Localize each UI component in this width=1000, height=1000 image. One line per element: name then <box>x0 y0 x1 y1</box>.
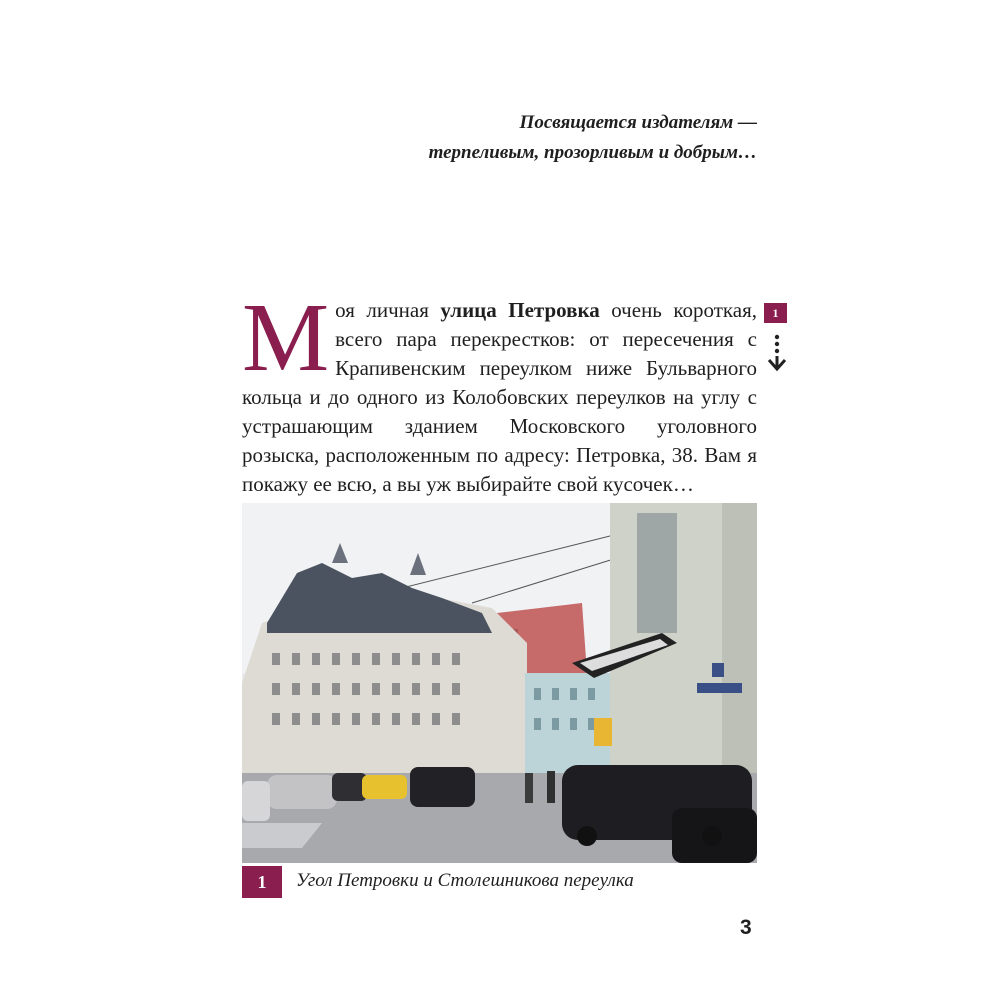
caption-number-badge: 1 <box>242 866 282 898</box>
intro-text-start: оя личная <box>335 298 441 322</box>
photo-caption: Угол Петровки и Столешникова переулка <box>296 870 634 891</box>
dedication <box>257 108 757 168</box>
street-photo <box>242 503 757 863</box>
street-name: улица Петровка <box>440 298 600 322</box>
intro-text-rest: очень короткая, всего пара перекрестков: от пересечения с Крапивенским переулком ниже Бульварного кольца и до одного из Колобовских переулков на углу с устрашающим зданием Московского уголовного розыска, расположенным по адресу: Петровка, 38. Вам я покажу ее всю, а вы уж выбирайте свой кусочек… <box>242 298 757 496</box>
street-photo-illustration <box>242 503 757 863</box>
dedication-line-2: терпеливым, прозорливым и добрым… <box>428 142 757 163</box>
dotted-down-arrow-icon <box>766 334 788 374</box>
intro-paragraph <box>242 284 757 499</box>
drop-cap: М <box>242 284 330 392</box>
page-number: 3 <box>740 916 752 939</box>
dedication-line-1: Посвящается издателям — <box>519 112 757 133</box>
photo-marker-badge: 1 <box>764 303 787 323</box>
